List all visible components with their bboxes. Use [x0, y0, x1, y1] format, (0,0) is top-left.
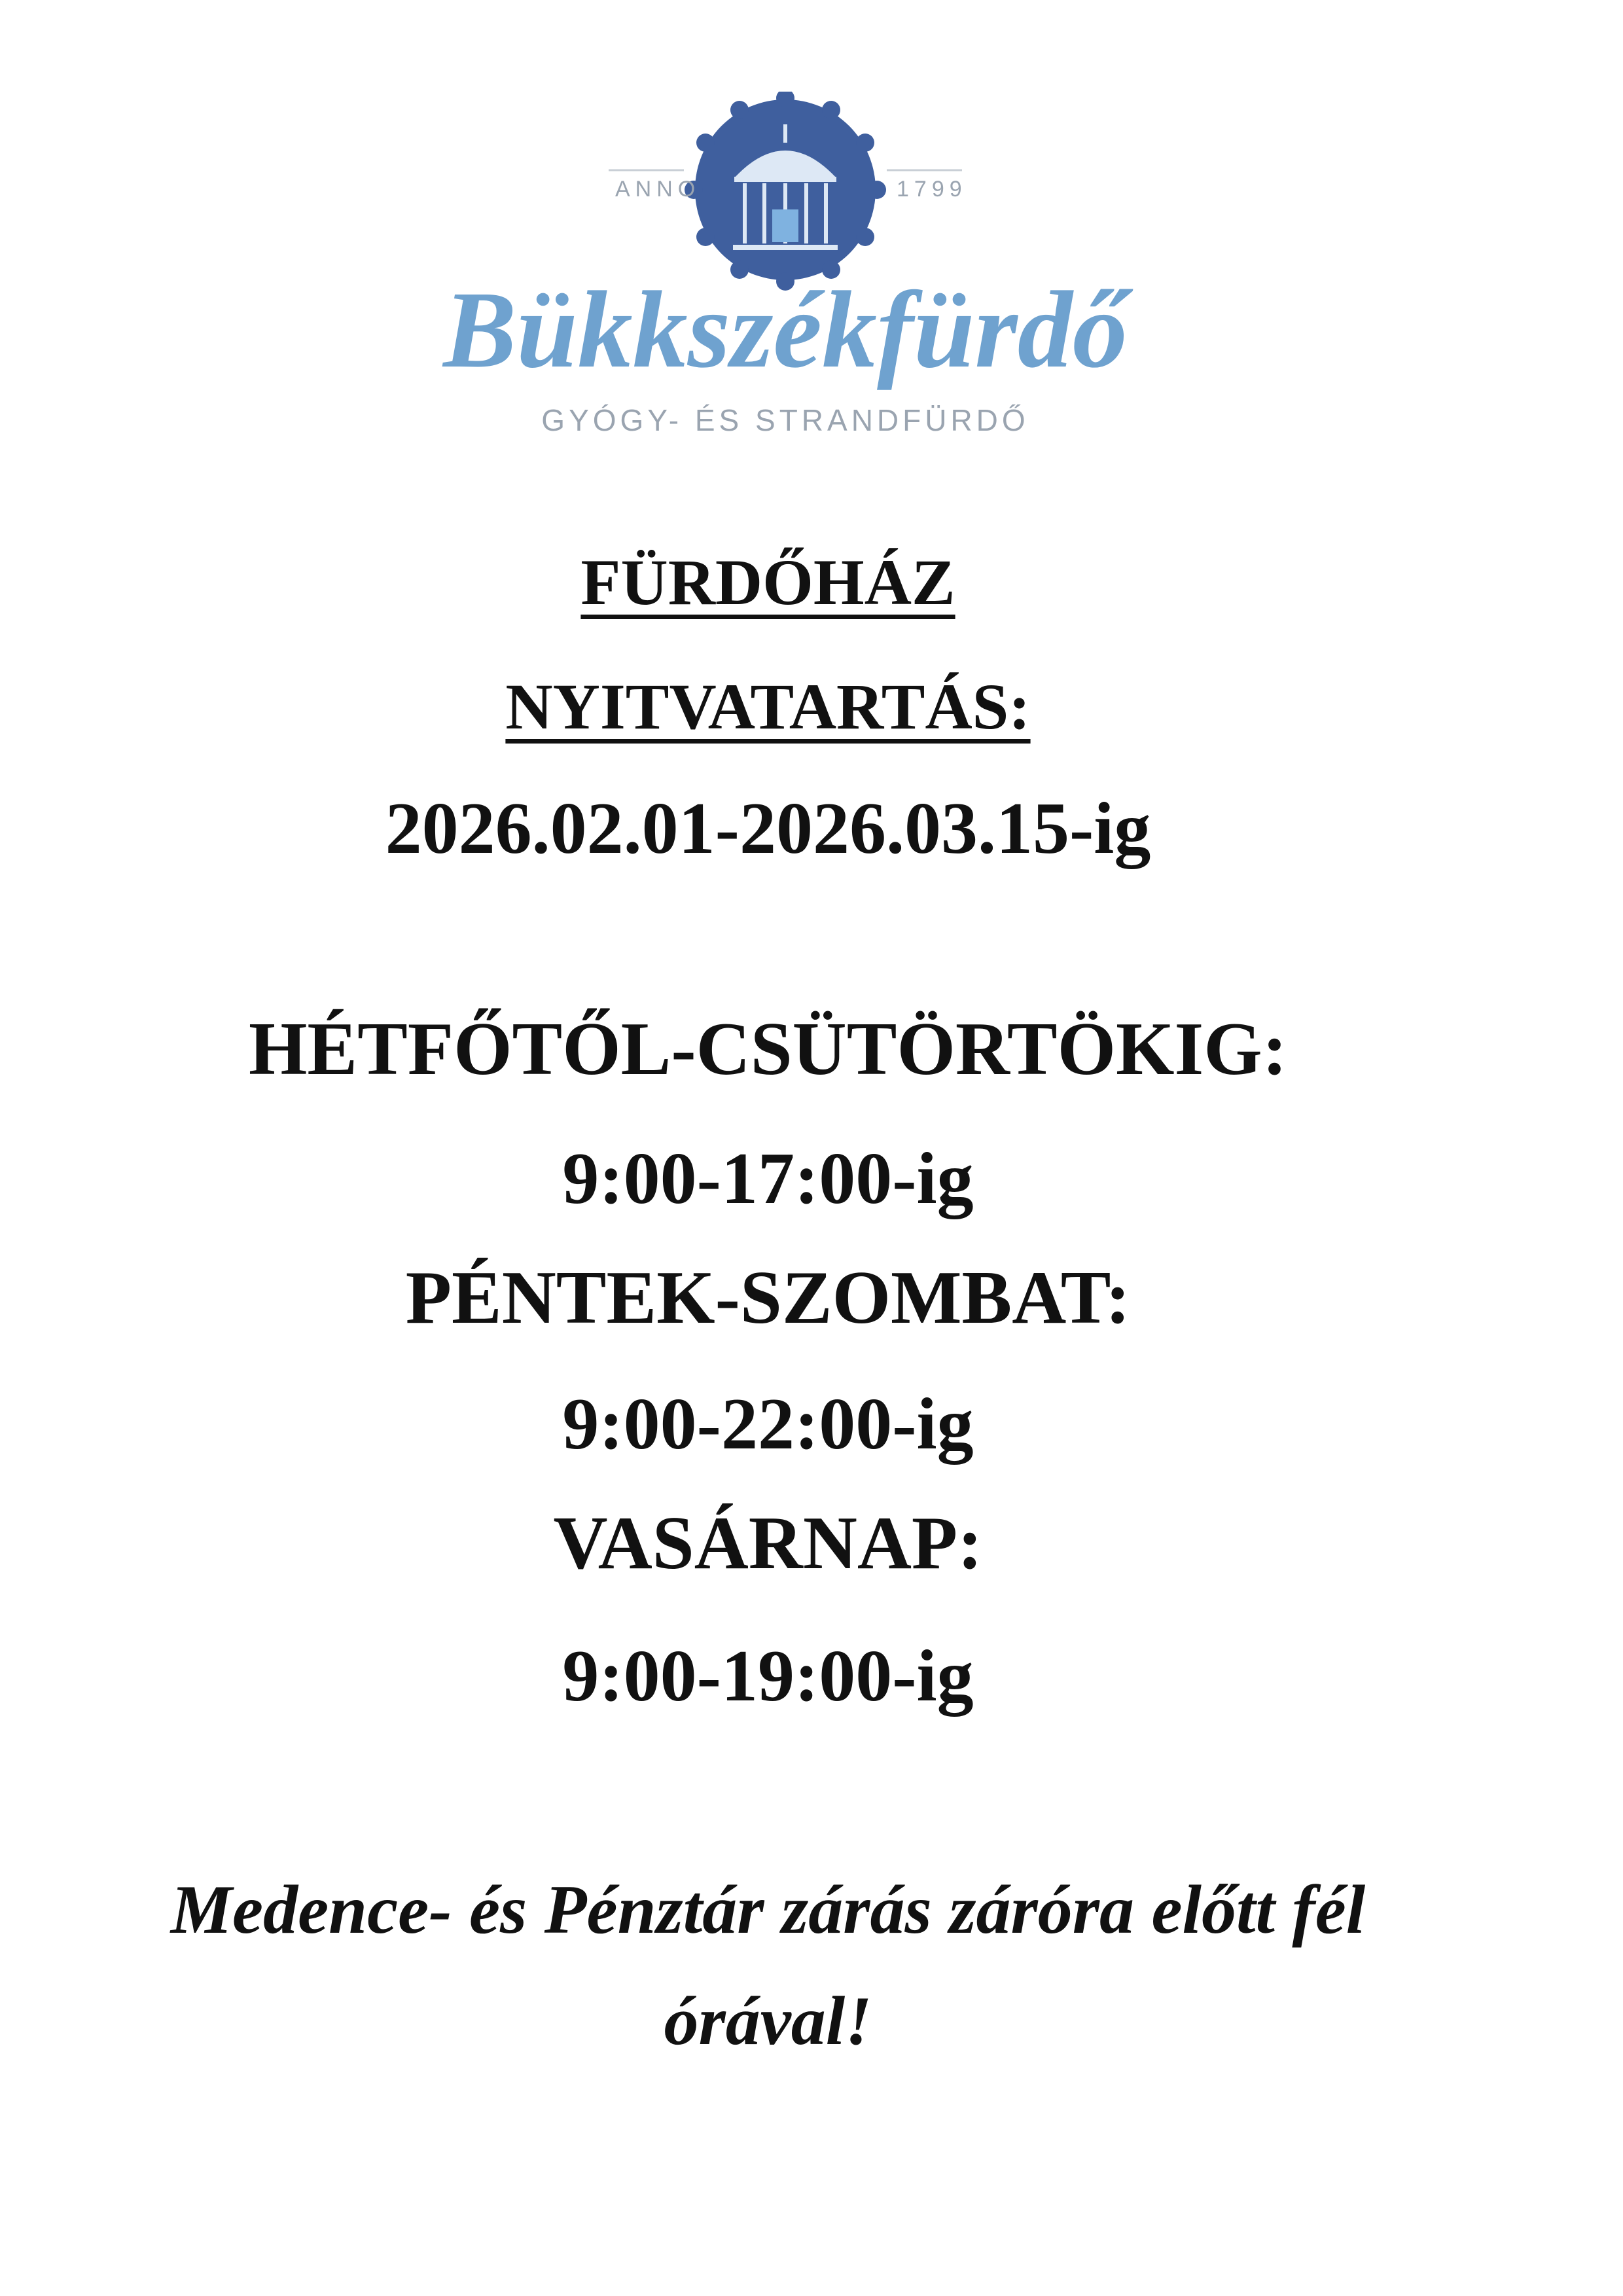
- anno-label: ANNO: [615, 177, 701, 202]
- days-mon-thu: HÉTFŐTŐL-CSÜTÖRTÖKIG:: [248, 1007, 1288, 1090]
- year-label: 1799: [897, 177, 967, 202]
- brand-tagline: GYÓGY- ÉS STRANDFÜRDŐ: [541, 403, 1029, 437]
- brand-name: Bükkszékfürdő: [443, 269, 1128, 391]
- bath-logo: [353, 92, 1204, 458]
- hours-fri-sat: 9:00-22:00-ig: [562, 1384, 974, 1465]
- logo-graphic: [353, 92, 1204, 458]
- days-fri-sat: PÉNTEK-SZOMBAT:: [405, 1256, 1131, 1339]
- validity-period: 2026.02.01-2026.03.15-ig: [385, 788, 1151, 869]
- closing-note-line-1: Medence- és Pénztár zárás záróra előtt fél: [170, 1871, 1366, 1948]
- seal-icon: [685, 92, 886, 291]
- hours-mon-thu: 9:00-17:00-ig: [562, 1138, 974, 1219]
- title-line-1: FÜRDŐHÁZ: [580, 546, 955, 619]
- closing-note-line-2: órával!: [664, 1982, 872, 2059]
- title-line-2: NYITVATARTÁS:: [505, 670, 1031, 743]
- days-sunday: VASÁRNAP:: [553, 1501, 983, 1585]
- hours-sunday: 9:00-19:00-ig: [562, 1636, 974, 1717]
